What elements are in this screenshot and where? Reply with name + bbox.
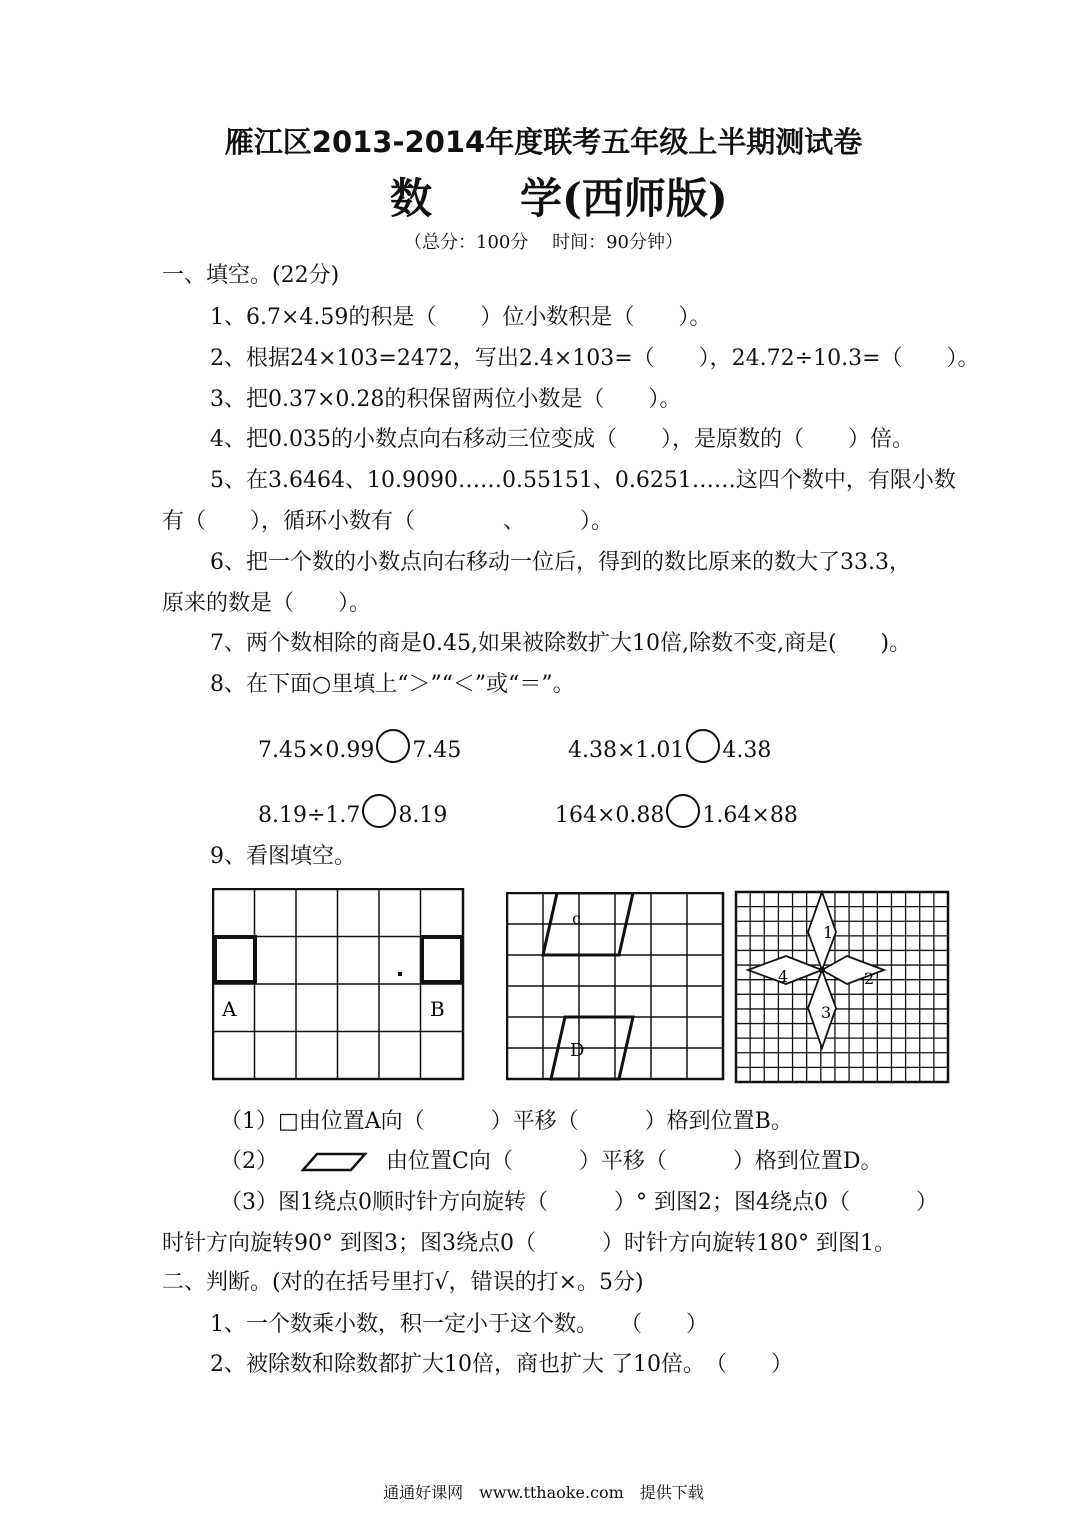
- parallelogram-icon: [301, 1150, 371, 1174]
- label-d: D: [570, 1040, 585, 1061]
- compare-right: 8.19: [398, 803, 448, 828]
- question-9-3-line1: （3）图1绕点0顺时针方向旋转（ ）° 到图2；图4绕点0（ ）: [220, 1190, 938, 1215]
- compare-right: 4.38: [722, 738, 772, 763]
- rhombus-label-1: 1: [823, 923, 834, 942]
- question-9-2: [220, 1148, 882, 1176]
- compare-item-3: [258, 794, 447, 830]
- subject-title-a: 数: [390, 174, 433, 223]
- compare-item-2: [568, 729, 771, 765]
- rhombus-label-4: 4: [778, 967, 789, 986]
- exam-info: （总分：100分 时间：90分钟）: [404, 232, 683, 253]
- question-9-2-text: 由位置C向（ ）平移（ ）格到位置D。: [386, 1149, 883, 1174]
- compare-right: 1.64×88: [702, 803, 798, 828]
- rhombus-label-3: 3: [821, 1003, 832, 1022]
- judge-question-1: 1、一个数乘小数，积一定小于这个数。 （ ）: [210, 1312, 708, 1337]
- figure-translation-grid-cd: [506, 892, 726, 1082]
- question-6-line2: 原来的数是（ ）。: [162, 591, 372, 616]
- compare-circle[interactable]: [362, 794, 396, 828]
- compare-left: 4.38×1.01: [568, 738, 685, 763]
- footer-credit: 通通好课网 www.tthaoke.com 提供下载: [383, 1483, 704, 1502]
- figure-rotation-grid: [734, 890, 952, 1086]
- label-a: A: [222, 997, 237, 1021]
- compare-left: 7.45×0.99: [258, 738, 375, 763]
- question-5-line1: 5、在3.6464、10.9090……0.55151、0.6251……这四个数中，有限小数: [210, 468, 956, 493]
- question-1: 1、6.7×4.59的积是（ ）位小数积是（ ）。: [210, 305, 712, 330]
- question-2: 2、根据24×103=2472，写出2.4×103=（ ），24.72÷10.3=（ ）。: [210, 346, 980, 371]
- compare-item-1: [258, 729, 461, 765]
- figure-translation-grid-ab: [212, 888, 466, 1082]
- page-title: 雁江区2013-2014年度联考五年级上半期测试卷: [224, 125, 863, 159]
- question-3: 3、把0.37×0.28的积保留两位小数是（ ）。: [210, 387, 682, 412]
- question-9-3-line2: 时针方向旋转90° 到图3；图3绕点0（ ）时针方向旋转180° 到图1。: [162, 1231, 896, 1256]
- compare-circle[interactable]: [376, 729, 410, 763]
- compare-circle[interactable]: [666, 794, 700, 828]
- compare-left: 164×0.88: [555, 803, 665, 828]
- question-6-line1: 6、把一个数的小数点向右移动一位后，得到的数比原来的数大了33.3，: [210, 550, 911, 575]
- compare-item-4: [555, 794, 798, 830]
- label-c: c: [572, 909, 581, 928]
- question-8: 8、在下面○里填上“＞”“＜”或“＝”。: [210, 672, 575, 697]
- rhombus-label-2: 2: [864, 969, 875, 988]
- question-9-2-prefix: （2）: [220, 1149, 278, 1174]
- question-7: 7、两个数相除的商是0.45,如果被除数扩大10倍,除数不变,商是( )。: [210, 631, 912, 656]
- section2-heading: 二、判断。(对的在括号里打√，错误的打×。5分): [162, 1270, 644, 1295]
- compare-circle[interactable]: [686, 729, 720, 763]
- question-4: 4、把0.035的小数点向右移动三位变成（ ），是原数的（ ）倍。: [210, 427, 914, 452]
- question-5-line2: 有（ ），循环小数有（ 、 ）。: [162, 509, 614, 534]
- label-b: B: [430, 997, 445, 1021]
- subject-title-b: 学(西师版): [520, 174, 728, 223]
- compare-left: 8.19÷1.7: [258, 803, 361, 828]
- question-9: 9、看图填空。: [210, 844, 356, 869]
- judge-question-2: 2、被除数和除数都扩大10倍，商也扩大 了10倍。 （ ）: [210, 1352, 793, 1377]
- compare-right: 7.45: [412, 738, 462, 763]
- question-9-1: （1）□由位置A向（ ）平移（ ）格到位置B。: [220, 1109, 793, 1134]
- section1-heading: 一、填空。(22分): [162, 263, 340, 288]
